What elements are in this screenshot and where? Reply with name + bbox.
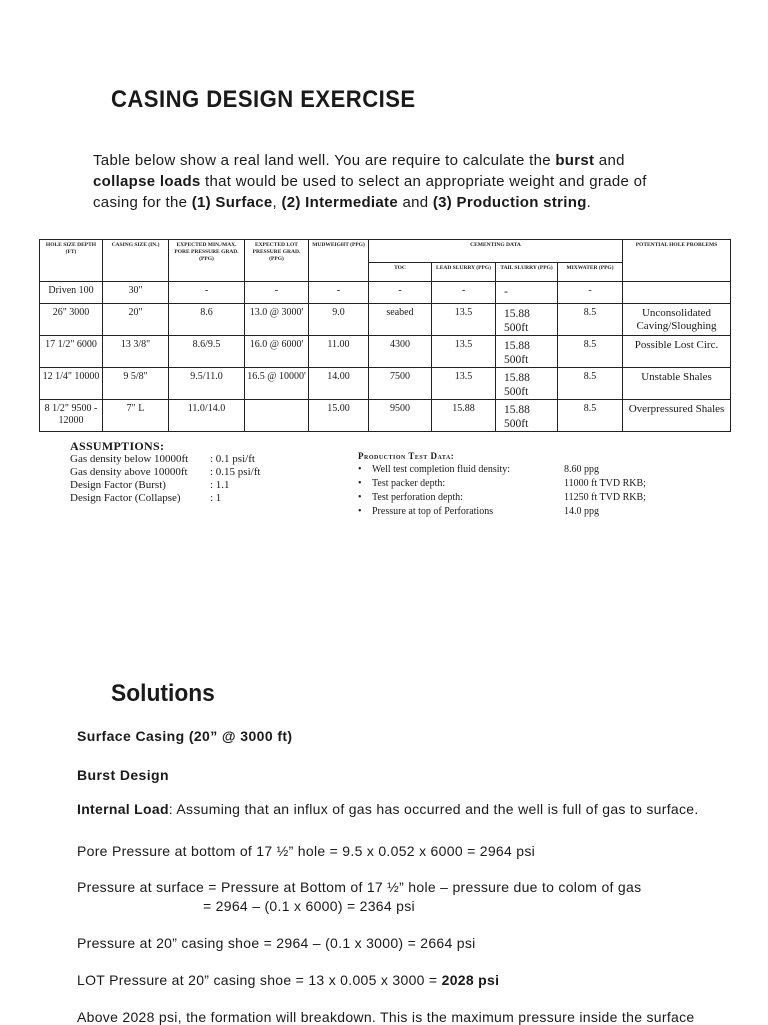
bullet-icon: • — [358, 478, 362, 489]
production-heading: Production Test Data: — [358, 451, 455, 461]
header-mud: MUDWEIGHT (PPG) — [309, 240, 369, 282]
table-row: 12 1/4" 10000 9 5/8" 9.5/11.0 16.5 @ 10000' 14.00 7500 13.5 15.88 500ft 8.5 Unstable Shales — [40, 368, 731, 400]
header-lot: EXPECTED LOT PRESSURE GRAD. (PPG) — [245, 240, 309, 282]
intro-paragraph: Table below show a real land well. You are require to calculate the burst and collapse loads that would be used to select an appropriate weight and grade of casing for the (1) Surface, (2) Intermediate and (3) Production string. — [93, 152, 647, 211]
production-item: • Pressure at top of Perforations 14.0 ppg — [358, 506, 599, 517]
assumption-item: Gas density below 10000ft : 0.1 psi/ft — [70, 453, 255, 465]
bullet-icon: • — [358, 506, 362, 517]
header-problems: POTENTIAL HOLE PROBLEMS — [623, 240, 731, 282]
table-row: Driven 100 30" - - - - - - - — [40, 282, 731, 304]
surface-casing-heading: Surface Casing (20” @ 3000 ft) — [77, 728, 293, 744]
surface-pressure-calc: = 2964 – (0.1 x 6000) = 2364 psi — [203, 898, 415, 914]
breakdown-text: Above 2028 psi, the formation will breakdown. This is the maximum pressure inside the surface — [77, 1009, 695, 1025]
production-item: • Test packer depth: 11000 ft TVD RKB; — [358, 478, 646, 489]
bullet-icon: • — [358, 464, 362, 475]
header-cementing: CEMENTING DATA — [369, 240, 623, 263]
table-header-row — [40, 240, 731, 263]
bullet-icon: • — [358, 492, 362, 503]
table-row: 17 1/2" 6000 13 3/8" 8.6/9.5 16.0 @ 6000' 11.00 4300 13.5 15.88 500ft 8.5 Possible Lost Circ. — [40, 336, 731, 368]
burst-design-heading: Burst Design — [77, 767, 169, 783]
header-pore: EXPECTED MIN./MAX. PORE PRESSURE GRAD. (PPG) — [169, 240, 245, 282]
header-hole: HOLE SIZE DEPTH (FT) — [40, 240, 103, 282]
page-title: CASING DESIGN EXERCISE — [111, 86, 416, 113]
assumption-item: Design Factor (Collapse) : 1 — [70, 492, 222, 504]
production-item: • Test perforation depth: 11250 ft TVD RKB; — [358, 492, 646, 503]
solutions-heading: Solutions — [111, 680, 215, 707]
well-data-table — [39, 239, 731, 432]
surface-pressure-text: Pressure at surface = Pressure at Bottom of 17 ½” hole – pressure due to colom of gas — [77, 879, 642, 895]
assumption-item: Gas density above 10000ft : 0.15 psi/ft — [70, 466, 261, 478]
table-row: 8 1/2" 9500 - 12000 7" L 11.0/14.0 15.00 9500 15.88 15.88 500ft 8.5 Overpressured Shales — [40, 400, 731, 432]
pore-pressure-text: Pore Pressure at bottom of 17 ½” hole = 9.5 x 0.052 x 6000 = 2964 psi — [77, 843, 536, 859]
header-casing: CASING SIZE (IN.) — [103, 240, 169, 282]
header-toc: TOC — [369, 263, 432, 282]
assumptions-heading: ASSUMPTIONS: — [70, 439, 165, 453]
lot-pressure-text: LOT Pressure at 20” casing shoe = 13 x 0.005 x 3000 = 2028 psi — [77, 972, 500, 988]
shoe-pressure-text: Pressure at 20” casing shoe = 2964 – (0.1 x 3000) = 2664 psi — [77, 935, 476, 951]
header-lead: LEAD SLURRY (PPG) — [432, 263, 496, 282]
assumptions-block — [70, 440, 260, 505]
table-row: 26" 3000 20" 8.6 13.0 @ 3000' 9.0 seabed 13.5 15.88 500ft 8.5 Unconsolidated Caving/Sloughing — [40, 304, 731, 336]
assumption-item: Design Factor (Burst) : 1.1 — [70, 479, 230, 491]
header-tail: TAIL SLURRY (PPG) — [496, 263, 558, 282]
production-item: • Well test completion fluid density: 8.60 ppg — [358, 464, 599, 475]
header-mix: MIXWATER (PPG) — [558, 263, 623, 282]
internal-load-text: Internal Load: Assuming that an influx of gas has occurred and the well is full of gas to surface. — [77, 801, 699, 817]
production-test-block — [358, 449, 646, 519]
